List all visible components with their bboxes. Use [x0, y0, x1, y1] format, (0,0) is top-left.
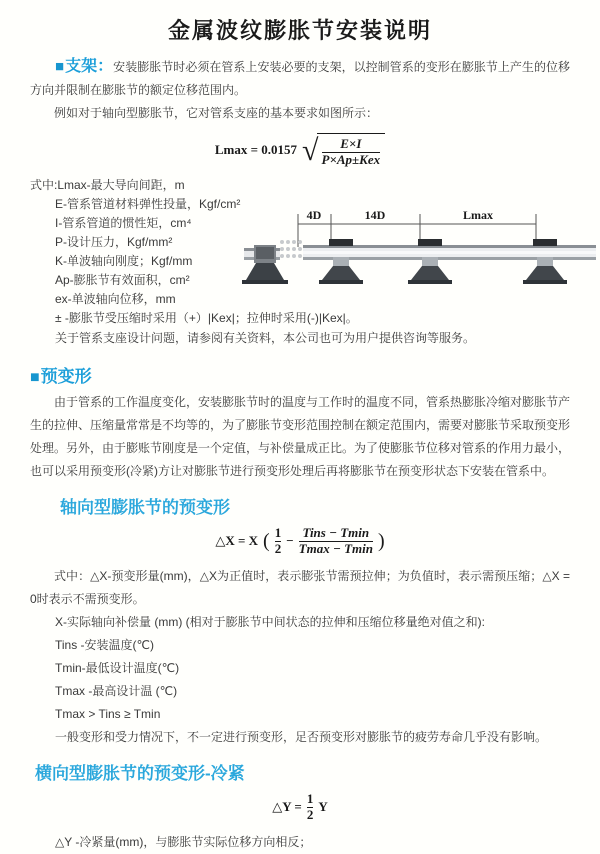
support-example-text: 例如对于轴向型膨胀节，它对管系支座的基本要求如图所示： [54, 106, 379, 120]
definition-line: 式中:Lmax-最大导向间距，m [30, 177, 185, 192]
axial-subheading: 轴向型膨胀节的预变形 [60, 497, 230, 517]
support-section-heading [55, 58, 113, 75]
section-marker-icon: ■ [55, 58, 65, 75]
minus-sign: − [286, 533, 294, 549]
definition-line: Ap-膨胀节有效面积，cm² [55, 272, 190, 287]
lmax-formula [215, 133, 385, 168]
axial-definition-line: Tmax -最高设计温 (℃) [55, 683, 178, 698]
definition-line: ex-单波轴向位移，mm [55, 291, 176, 306]
close-paren: ) [377, 530, 385, 553]
open-paren: ( [263, 530, 270, 553]
predeform-section-heading [30, 362, 570, 387]
section-marker-icon: ■ [30, 368, 40, 386]
fraction-numerator: 1 [306, 790, 314, 806]
radicand [317, 133, 386, 168]
axial-explain-text: 式中：△X-预变形量(mm)，△X为正值时，表示膨张节需预拉伸；为负值时，表示需预压缩；△X = 0时表示不需预变形。 [30, 568, 570, 606]
formula-lhs: Lmax = 0.0157 [214, 142, 298, 158]
page-title: 金属波纹膨胀节安装说明 [167, 18, 432, 43]
fraction [275, 526, 282, 557]
lateral-formula [272, 792, 327, 823]
lateral-note-text: △Y -冷紧量(mm)，与膨胀节实际位移方向相反； [55, 834, 312, 849]
definition-line: K-单波轴向刚度；Kgf/mm [55, 253, 193, 268]
fraction [307, 792, 314, 823]
radical-icon: √ [302, 133, 319, 167]
fraction [299, 526, 373, 557]
dimension-label-4d: 4D [306, 207, 322, 222]
dimension-label-lmax: Lmax [463, 207, 493, 222]
dimension-label-14d: 14D [364, 207, 386, 222]
sqrt-expression [302, 133, 385, 168]
bellows-icon [280, 240, 302, 258]
support-intro-paragraph [30, 55, 570, 102]
lateral-subheading: 横向型膨胀节的预变形-冷紧 [35, 763, 245, 783]
definition-line: I-管系管道的惯性矩，cm⁴ [55, 215, 192, 230]
diagram-svg [240, 202, 600, 297]
definition-line: ± -膨胀节受压缩时采用（+）|Kex|；拉伸时采用(-)|Kex|。 [55, 310, 358, 325]
axial-definition-line: Tmax > Tins ≥ Tmin [55, 706, 161, 721]
fraction-numerator: E×I [340, 136, 362, 151]
fraction-denominator: 2 [274, 540, 282, 556]
fraction-numerator: Tins − Tmin [302, 524, 370, 540]
predeform-body-text: 由于管系的工作温度变化，安装膨胀节时的温度与工作时的温度不同，管系热膨胀冷缩对膨胀节产生的拉伸、压缩量常常是不均等的，为了膨胀节变形范围控制在额定范围内，需要对膨胀节采取预变形处理。另外，由于膨账节刚度是一个定值，与补偿量成正比。为了使膨胀节位移对管系的作用力最小，也可以采用预变形(冷紧)方让对膨胀节进行预变形处理后再将膨胀节在预变形状态下安装在管系中。 [30, 394, 571, 478]
support-heading-label: 支架： [65, 58, 114, 75]
formula-lhs: △Y = [272, 799, 302, 815]
fraction-denominator: 2 [306, 806, 314, 822]
fraction-numerator: 1 [274, 524, 282, 540]
support-note-text: 关于管系支座设计问题，请参阅有关资料，本公司也可为用户提供咨询等服务。 [55, 330, 476, 345]
fraction [322, 137, 381, 168]
axial-definition-line: 一般变形和受力情况下，不一定进行预变形，足否预变形对膨胀节的疲劳寿命几乎没有影响。 [55, 729, 548, 744]
fraction-denominator: Tmax − Tmin [298, 540, 373, 556]
formula-lhs: △X = X [215, 533, 259, 549]
axial-definition-line: Tmin-最低设计温度(℃) [55, 660, 180, 675]
document-page [0, 14, 600, 854]
definition-line: E-管系管道材料弹性投量，Kgf/cm² [55, 196, 241, 211]
predeform-heading-label: 预变形 [40, 366, 92, 386]
formula-rhs: Y [318, 799, 328, 815]
support-intro-text: 安装膨胀节时必须在管系上安装必要的支架，以控制管系的变形在膨胀节上产生的位移方向并限制在膨胀节的额定位移范围内。 [30, 60, 570, 97]
fraction-denominator: P×Ap±Kex [321, 151, 381, 167]
definition-line: P-设计压力，Kgf/mm² [55, 234, 173, 249]
pipe-support-diagram [240, 202, 600, 297]
axial-definition-line: X-实际轴向补偿量 (mm) (相对于膨胀节中间状态的拉伸和压缩位移量绝对值之和): [55, 614, 485, 629]
axial-formula [215, 526, 384, 557]
definitions-block [30, 176, 570, 328]
axial-definition-line: Tins -安装温度(℃) [55, 637, 155, 652]
